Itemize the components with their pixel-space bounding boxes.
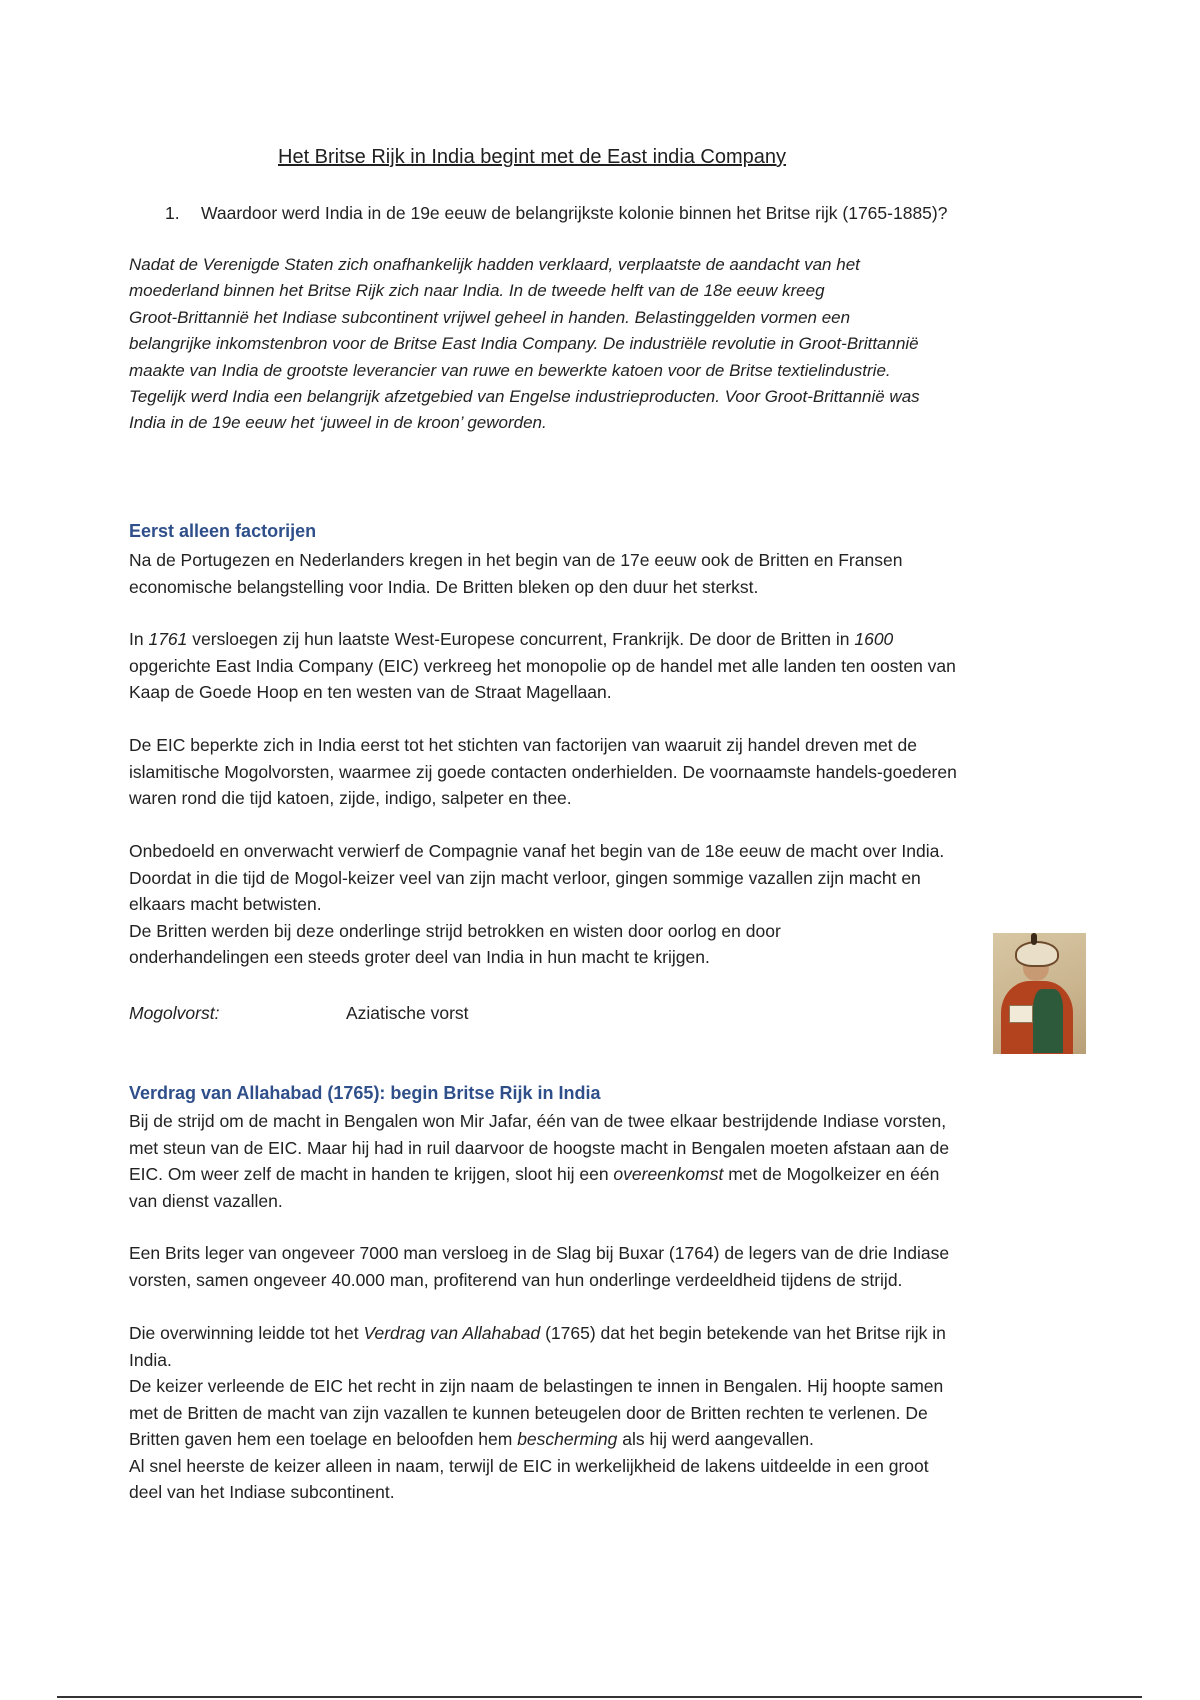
answer-line: maakte van India de grootste leverancier van ruwe en bewerkte katoen voor de Britse textielindustrie.	[129, 360, 891, 380]
paragraph	[129, 547, 1089, 600]
paragraph-line: Na de Portugezen en Nederlanders kregen in het begin van de 17e eeuw ook de Britten en Fransen	[129, 550, 903, 570]
paragraph-line: De keizer verleende de EIC het recht in zijn naam de belastingen te innen in Bengalen. Hij hoopte samen	[129, 1376, 944, 1396]
paragraph-line: Een Brits leger van ongeveer 7000 man versloeg in de Slag bij Buxar (1764) de legers van de drie Indiase	[129, 1243, 950, 1263]
paragraph-line: elkaars macht betwisten.	[129, 894, 322, 914]
answer-line: moederland binnen het Britse Rijk zich naar India. In de tweede helft van de 18e eeuw kreeg	[129, 281, 825, 301]
portrait-plume	[1031, 933, 1037, 945]
paragraph-line: islamitische Mogolvorsten, waarmee zij goede contacten onderhielden. De voornaamste handels-goederen	[129, 761, 957, 782]
text-span: versloegen zij hun laatste West-Europese concurrent, Frankrijk. De door de Britten in	[187, 629, 855, 649]
definition-value: Aziatische vorst	[346, 1003, 469, 1023]
paragraph	[129, 1108, 1089, 1214]
paragraph-line: Onbedoeld en onverwacht verwierf de Compagnie vanaf het begin van de 18e eeuw de macht over India.	[129, 841, 945, 861]
paragraph-line	[129, 1320, 1089, 1347]
paragraph	[129, 732, 1089, 812]
mogol-portrait-image	[993, 933, 1086, 1054]
paragraph-line: vorsten, samen ongeveer 40.000 man, profiterend van hun onderlinge verdeeldheid tijdens de strijd.	[129, 1269, 903, 1290]
paragraph-line: onderhandelingen een steeds groter deel van India in hun macht te krijgen.	[129, 947, 710, 967]
text-span: Die overwinning leidde tot het	[129, 1323, 364, 1343]
answer-line: belangrijke inkomstenbron voor de Britse East India Company. De industriële revolutie in Groot-Brittannië	[129, 334, 919, 354]
text-span: met de Mogolkeizer en één	[723, 1164, 940, 1184]
text-span: als hij werd aangevallen.	[617, 1429, 814, 1449]
paragraph-line: Doordat in die tijd de Mogol-keizer veel van zijn macht verloor, gingen sommige vazallen zijn macht en	[129, 867, 921, 888]
paragraph-line: India.	[129, 1349, 172, 1370]
paragraph-line: waren rond die tijd katoen, zijde, indigo, salpeter en thee.	[129, 788, 572, 808]
portrait-robe-detail	[1033, 989, 1063, 1053]
paragraph-line: deel van het Indiase subcontinent.	[129, 1482, 395, 1502]
paragraph-line: met steun van de EIC. Maar hij had in ruil daarvoor de hoogste macht in Bengalen moeten afstaan aan de	[129, 1137, 950, 1158]
document-title: Het Britse Rijk in India begint met de East india Company	[278, 146, 787, 168]
paragraph-line: met de Britten de macht van zijn vazallen te kunnen beteugelen door de Britten rechten te verlenen. De	[129, 1402, 928, 1423]
paragraph-line: De EIC beperkte zich in India eerst tot het stichten van factorijen van waaruit zij handel dreven met de	[129, 735, 917, 755]
paragraph-line	[129, 626, 1089, 653]
paragraph	[129, 1320, 1089, 1506]
section-heading-allahabad: Verdrag van Allahabad (1765): begin Britse Rijk in India	[129, 1083, 601, 1103]
paragraph	[129, 838, 1089, 971]
paragraph-line: Bij de strijd om de macht in Bengalen won Mir Jafar, één van de twee elkaar bestrijdende Indiase vorsten,	[129, 1111, 947, 1131]
answer-paragraph	[129, 252, 1089, 437]
paragraph	[129, 626, 1089, 706]
paragraph-line: De Britten werden bij deze onderlinge strijd betrokken en wisten door oorlog en door	[129, 920, 781, 941]
section-heading-factorijen: Eerst alleen factorijen	[129, 521, 317, 541]
answer-line: Tegelijk werd India een belangrijk afzetgebied van Engelse industrieproducten. Voor Groot-Brittannië was	[129, 387, 920, 407]
definition-term: Mogolvorst:	[129, 1003, 220, 1023]
paragraph-line	[129, 1426, 1089, 1453]
emphasis: bescherming	[517, 1429, 618, 1449]
paragraph-line: van dienst vazallen.	[129, 1190, 283, 1211]
year-emphasis: 1600	[854, 629, 894, 649]
answer-line: India in de 19e eeuw het ‘juweel in de kroon’ geworden.	[129, 413, 547, 433]
paragraph-line: Al snel heerste de keizer alleen in naam, terwijl de EIC in werkelijkheid de lakens uitdeelde in een groot	[129, 1455, 929, 1476]
text-span: Britten gaven hem een toelage en beloofden hem	[129, 1429, 518, 1449]
paragraph-line	[129, 1161, 1089, 1188]
paragraph-line: opgerichte East India Company (EIC) verkreeg het monopolie op de handel met alle landen ten oosten van	[129, 655, 956, 676]
emphasis: overeenkomst	[613, 1164, 724, 1184]
paragraph-line: Kaap de Goede Hoop en ten westen van de Straat Magellaan.	[129, 682, 612, 702]
portrait-book	[1009, 1005, 1033, 1023]
text-span: (1765) dat het begin betekende van het Britse rijk in	[540, 1323, 946, 1343]
answer-line: Groot-Brittannië het Indiase subcontinent vrijwel geheel in handen. Belastinggelden vormen een	[129, 307, 851, 327]
paragraph-line: economische belangstelling voor India. De Britten bleken op den duur het sterkst.	[129, 576, 759, 597]
emphasis: Verdrag van Allahabad	[363, 1323, 541, 1343]
portrait-turban	[1015, 941, 1059, 967]
text-span: In	[129, 629, 149, 649]
answer-line: Nadat de Verenigde Staten zich onafhankelijk hadden verklaard, verplaatste de aandacht van het	[129, 255, 860, 274]
question-number: 1.	[165, 203, 180, 223]
question-text: Waardoor werd India in de 19e eeuw de belangrijkste kolonie binnen het Britse rijk (1765-1885)?	[201, 203, 948, 223]
text-span: EIC. Om weer zelf de macht in handen te krijgen, sloot hij een	[129, 1164, 614, 1184]
page-bottom-rule	[57, 1696, 1142, 1698]
question-1	[165, 203, 947, 224]
year-emphasis: 1761	[148, 629, 188, 649]
paragraph	[129, 1240, 1089, 1293]
